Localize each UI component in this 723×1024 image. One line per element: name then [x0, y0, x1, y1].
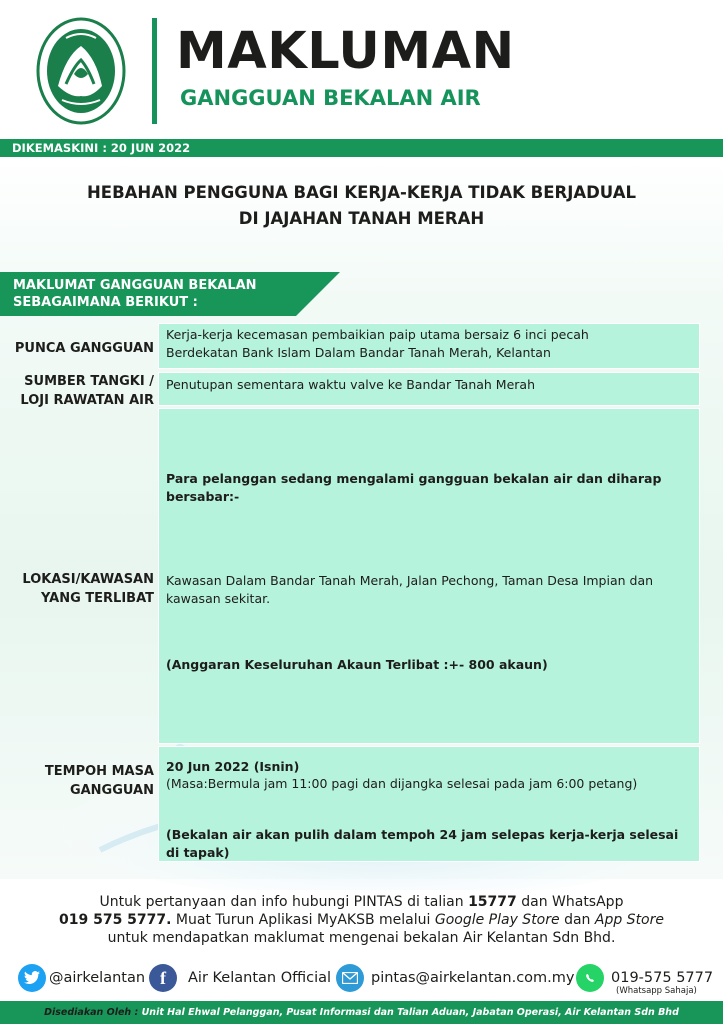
punca-text-line-2: Berdekatan Bank Islam Dalam Bandar Tanah Merah, Kelantan	[166, 345, 551, 360]
headline-line-2: DI JAJAHAN TANAH MERAH	[238, 209, 485, 228]
label-lokasi-line-1: LOKASI/KAWASAN	[22, 572, 154, 587]
punca-text-line-1: Kerja-kerja kecemasan pembaikian paip utama bersaiz 6 inci pecah	[166, 327, 589, 342]
page-title: MAKLUMAN	[176, 22, 515, 81]
contact-info-line-2	[0, 911, 723, 929]
google-play-store: Google Play Store	[434, 912, 560, 928]
info-text-3: Muat Turun Aplikasi MyAKSB melalui	[171, 912, 435, 928]
label-tempoh-line-2: GANGGUAN	[69, 783, 154, 798]
label-punca-gangguan: PUNCA GANGGUAN	[14, 341, 154, 356]
contact-info	[0, 893, 723, 947]
section-heading-line-1: MAKLUMAT GANGGUAN BEKALAN	[13, 278, 257, 293]
app-store: App Store	[594, 912, 664, 928]
contact-info-line-3: untuk mendapatkan maklumat mengenai bekalan Air Kelantan Sdn Bhd.	[107, 930, 616, 946]
label-tempoh-masa	[8, 762, 154, 800]
lokasi-accounts: (Anggaran Keseluruhan Akaun Terlibat :+- 800 akaun)	[166, 657, 548, 672]
whatsapp-number: 019 575 5777.	[58, 912, 172, 928]
section-heading	[13, 277, 257, 311]
header-divider	[152, 18, 157, 124]
tempoh-time: (Masa:Bermula jam 11:00 pagi dan dijangka selesai pada jam 6:00 petang)	[166, 776, 638, 791]
facebook-icon: f	[149, 964, 177, 992]
footer-text: Unit Hal Ehwal Pelanggan, Pusat Informasi dan Talian Aduan, Jabatan Operasi, Air Kelantan Sdn Bhd	[138, 1007, 679, 1018]
section-heading-line-2: SEBAGAIMANA BERIKUT :	[13, 295, 198, 310]
facebook-page[interactable]: Air Kelantan Official	[188, 970, 332, 986]
lokasi-notice: Para pelanggan sedang mengalami gangguan bekalan air dan diharap bersabar:-	[166, 471, 662, 504]
lokasi-areas: Kawasan Dalam Bandar Tanah Merah, Jalan Pechong, Taman Desa Impian dan kawasan sekitar.	[166, 573, 654, 606]
whatsapp-note: (Whatsapp Sahaja)	[616, 986, 697, 996]
label-sumber-line-2: LOJI RAWATAN AIR	[20, 393, 154, 408]
headline	[0, 180, 723, 232]
footer-lead: Disediakan Oleh :	[44, 1007, 139, 1018]
whatsapp-icon	[576, 964, 604, 992]
footer-credit	[0, 1001, 723, 1024]
whatsapp-number-footer[interactable]: 019-575 5777	[611, 970, 714, 986]
email-address[interactable]: pintas@airkelantan.com.my	[371, 970, 575, 986]
hotline-number: 15777	[468, 894, 517, 910]
page-subtitle: GANGGUAN BEKALAN AIR	[180, 86, 481, 110]
tempoh-date: 20 Jun 2022 (Isnin)	[166, 759, 300, 774]
label-lokasi-line-2: YANG TERLIBAT	[40, 591, 154, 606]
tempoh-restore: (Bekalan air akan pulih dalam tempoh 24 jam selepas kerja-kerja selesai di tapak)	[166, 827, 679, 860]
label-tempoh-line-1: TEMPOH MASA	[44, 764, 154, 779]
sumber-text: Penutupan sementara waktu valve ke Bandar Tanah Merah	[166, 377, 536, 392]
label-sumber-line-1: SUMBER TANGKI /	[24, 374, 154, 389]
info-text-4: dan	[559, 912, 595, 928]
info-text-2: dan WhatsApp	[516, 894, 624, 910]
headline-line-1: HEBAHAN PENGGUNA BAGI KERJA-KERJA TIDAK BERJADUAL	[87, 183, 636, 202]
email-icon	[336, 964, 364, 992]
label-lokasi-kawasan	[8, 570, 154, 608]
label-sumber-tangki	[8, 372, 154, 410]
info-text-1: Untuk pertanyaan dan info hubungi PINTAS di talian	[99, 894, 469, 910]
twitter-icon	[18, 964, 46, 992]
update-date: DIKEMASKINI : 20 JUN 2022	[12, 141, 191, 155]
contact-info-line-1	[0, 893, 723, 911]
twitter-handle[interactable]: @airkelantan	[49, 970, 146, 986]
company-logo	[36, 16, 126, 126]
